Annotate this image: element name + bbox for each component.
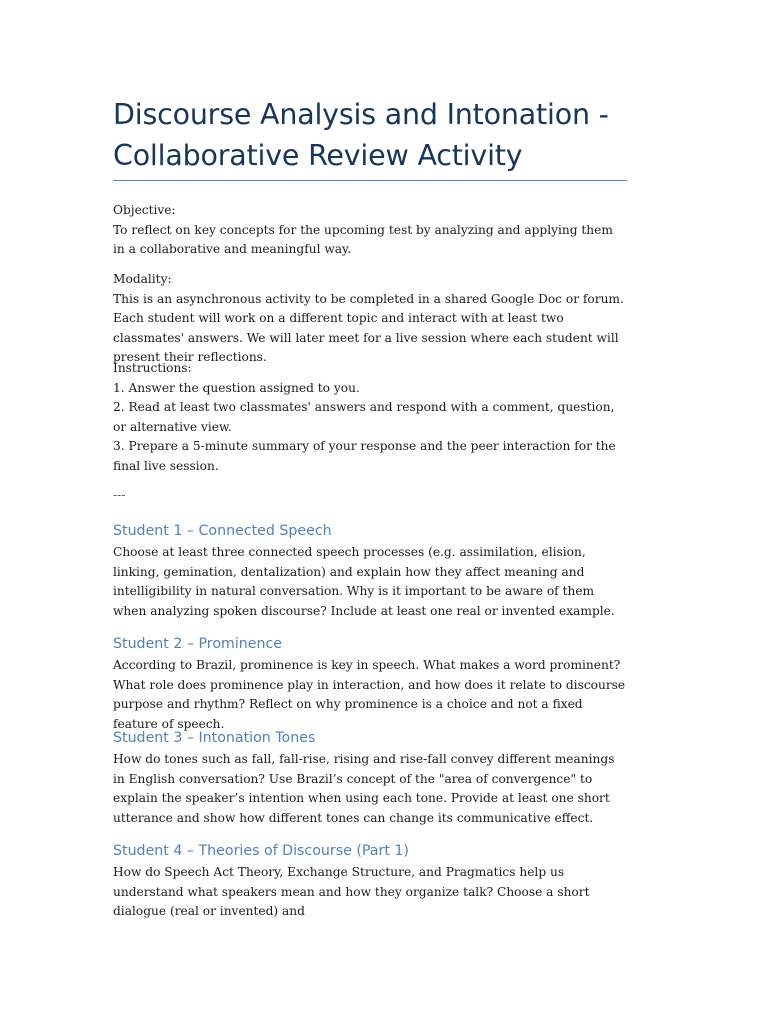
- section-body-student-4: How do Speech Act Theory, Exchange Structure, and Pragmatics help us understand what speakers mean and how they organize talk? Choose a short dialogue (real or invented) and: [113, 865, 590, 918]
- modality-label: Modality:: [113, 272, 172, 286]
- objective-block: [113, 201, 628, 260]
- modality-text: This is an asynchronous activity to be completed in a shared Google Doc or forum. Each student will work on a different topic and interact with at least two classmates' answers. We will later meet for a live session where each student will present their reflections.: [113, 291, 624, 364]
- section-heading-student-2: Student 2 – Prominence: [113, 636, 283, 652]
- instruction-item: 3. Prepare a 5-minute summary of your response and the peer interaction for the final live session.: [113, 439, 616, 473]
- instruction-item: 1. Answer the question assigned to you.: [113, 380, 360, 395]
- section-heading-student-3: Student 3 – Intonation Tones: [113, 730, 316, 746]
- section-heading-student-1: Student 1 – Connected Speech: [113, 523, 332, 539]
- instructions-label: Instructions:: [113, 361, 192, 375]
- instruction-item: 2. Read at least two classmates' answers and respond with a comment, question, or alternative view.: [113, 400, 615, 434]
- section-body-student-2: According to Brazil, prominence is key in speech. What makes a word prominent? What role does prominence play in interaction, and how does it relate to discourse purpose and rhythm? Reflect on why prominence is a choice and not a fixed feature of speech.: [113, 658, 626, 731]
- separator: ---: [113, 488, 126, 502]
- instructions-block: [113, 359, 628, 476]
- section-body-student-1: Choose at least three connected speech processes (e.g. assimilation, elision, linking, gemination, dentalization) and explain how they affect meaning and intelligibility in natural conversation. Why is it important to be aware of them when analyzing spoken discourse? Include at least one real or invented example.: [113, 545, 615, 618]
- section-body-student-3: How do tones such as fall, fall-rise, rising and rise-fall convey different meanings in English conversation? Use Brazil’s concept of the "area of convergence" to explain the speaker’s intention when using each tone. Provide at least one short utterance and show how different tones can change its communicative effect.: [113, 752, 615, 825]
- objective-text: To reflect on key concepts for the upcoming test by analyzing and applying them in a collaborative and meaningful way.: [113, 222, 613, 256]
- document-title: Discourse Analysis and Intonation - Collaborative Review Activity: [113, 98, 609, 172]
- modality-block: [113, 270, 628, 368]
- objective-label: Objective:: [113, 203, 176, 217]
- title-underline: [113, 180, 627, 181]
- section-heading-student-4: Student 4 – Theories of Discourse (Part 1): [113, 843, 409, 859]
